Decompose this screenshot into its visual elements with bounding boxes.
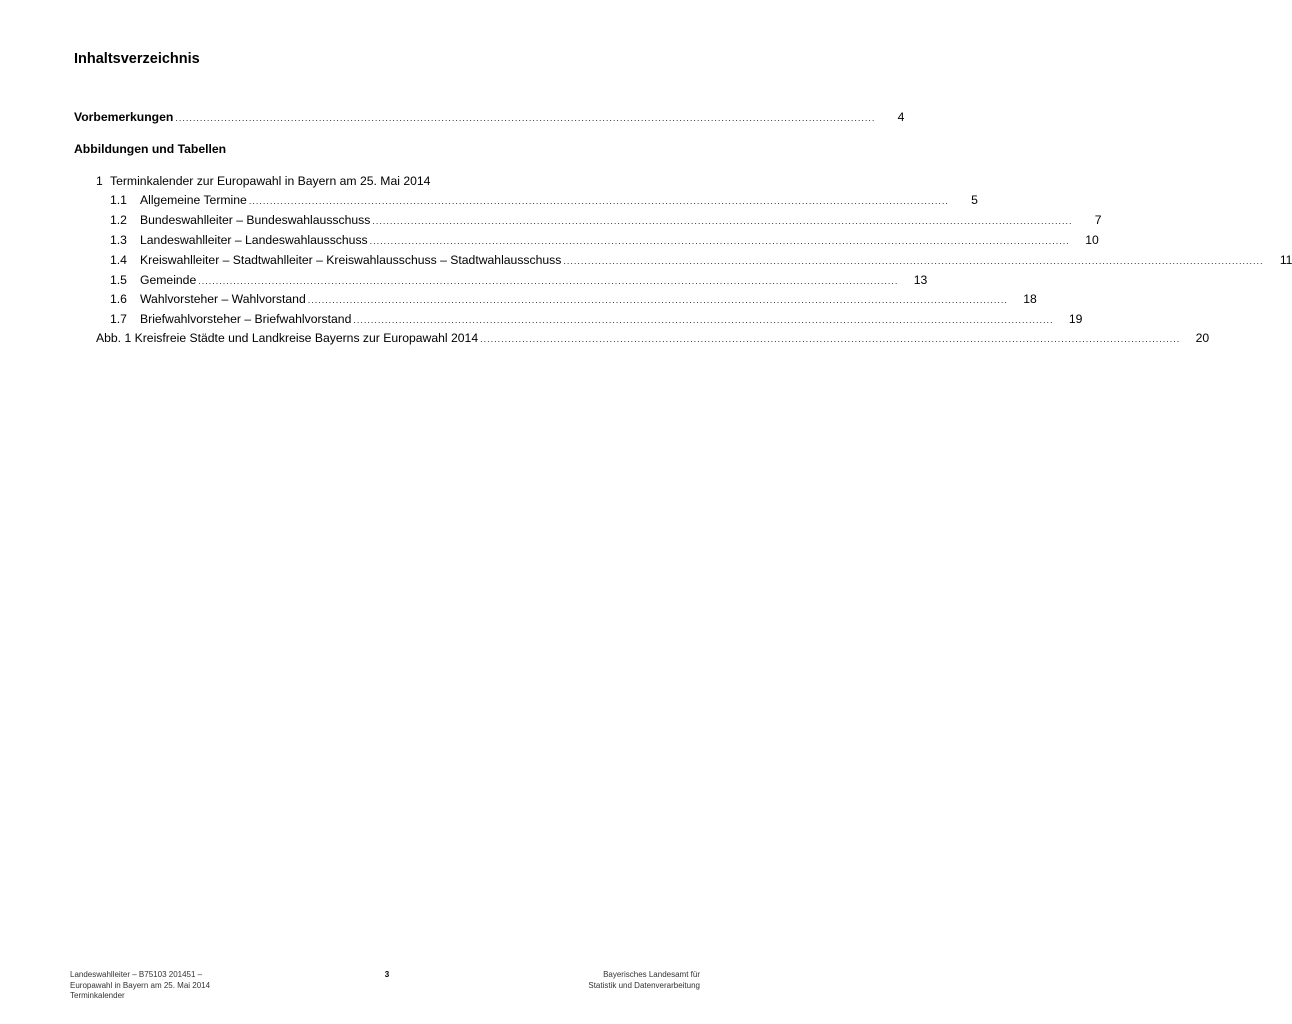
- item-number: 1.4: [110, 253, 127, 267]
- toc-leader-dots: ........................................................................................................................................................................................................: [175, 113, 876, 123]
- item-label: Kreiswahlleiter – Stadtwahlleiter – Kreiswahlausschuss – Stadtwahlausschuss: [140, 253, 562, 267]
- item-page: 5: [971, 193, 978, 207]
- toc-entry-label: Vorbemerkungen: [74, 110, 174, 124]
- item-number: 1.3: [110, 233, 127, 247]
- footer-left-line: Terminkalender: [70, 991, 125, 1000]
- item-page: 7: [1094, 213, 1102, 227]
- toc-item[interactable]: [110, 310, 1083, 328]
- section-heading-label: Abbildungen und Tabellen: [74, 142, 227, 156]
- toc-leader-dots: ........................................................................................................................................................................................................: [198, 276, 899, 286]
- footer-right-line: Bayerisches Landesamt für: [603, 970, 700, 979]
- item-page: 11: [1279, 253, 1292, 267]
- item-number: 1.7: [110, 312, 127, 326]
- footer-right: [540, 970, 700, 991]
- item-page: 10: [1085, 233, 1099, 247]
- item-label: Allgemeine Termine: [140, 193, 247, 207]
- toc-figure-entry[interactable]: [96, 329, 1210, 347]
- toc-item[interactable]: [110, 290, 1037, 308]
- chapter-number: 1: [96, 174, 103, 188]
- item-label: Bundeswahlleiter – Bundeswahlausschuss: [140, 213, 371, 227]
- toc-chapter-1[interactable]: [96, 172, 698, 190]
- item-page: 13: [913, 273, 928, 287]
- toc-item[interactable]: [110, 211, 1102, 229]
- toc-leader-dots: ........................................................................................................................................................................................................: [480, 334, 1181, 344]
- item-page: 18: [1023, 292, 1037, 306]
- toc-leader-dots: ........................................................................................................................................................................................................: [563, 256, 1264, 266]
- toc-leader-dots: ........................................................................................................................................................................................................: [307, 295, 1008, 305]
- toc-entry-page: 4: [897, 110, 905, 124]
- footer-left-line: Europawahl in Bayern am 25. Mai 2014: [70, 980, 211, 990]
- page-title: Inhaltsverzeichnis: [74, 51, 200, 67]
- toc-section-heading: [74, 140, 698, 158]
- toc-item[interactable]: [110, 231, 1099, 249]
- item-page: 19: [1068, 312, 1083, 326]
- footer-left: [70, 970, 270, 1002]
- item-label: Wahlvorsteher – Wahlvorstand: [140, 292, 306, 306]
- item-number: 1.5: [110, 273, 127, 287]
- item-number: 1.6: [110, 292, 127, 306]
- toc-item[interactable]: [110, 271, 928, 289]
- item-number: 1.2: [110, 213, 127, 227]
- footer-left-line: Landeswahlleiter – B75103 201451 –: [70, 970, 203, 979]
- figure-label: Abb. 1 Kreisfreie Städte und Landkreise Bayerns zur Europawahl 2014: [96, 331, 479, 345]
- item-number: 1.1: [110, 193, 127, 207]
- figure-page: 20: [1195, 331, 1210, 345]
- toc-leader-dots: ........................................................................................................................................................................................................: [369, 236, 1070, 246]
- toc-leader-dots: ........................................................................................................................................................................................................: [353, 315, 1054, 325]
- page-number: 3: [384, 970, 390, 979]
- item-label: Gemeinde: [140, 273, 197, 287]
- toc-leader-dots: ........................................................................................................................................................................................................: [372, 216, 1073, 226]
- toc-entry-vorbemerkungen[interactable]: [74, 108, 905, 126]
- toc-leader-dots: ........................................................................................................................................................................................................: [248, 196, 949, 206]
- item-label: Landeswahlleiter – Landeswahlausschuss: [140, 233, 368, 247]
- footer-right-line: Statistik und Datenverarbeitung: [588, 980, 700, 990]
- item-label: Briefwahlvorsteher – Briefwahlvorstand: [140, 312, 352, 326]
- chapter-label: Terminkalender zur Europawahl in Bayern am 25. Mai 2014: [110, 174, 431, 188]
- toc-item[interactable]: [110, 191, 978, 209]
- toc-item[interactable]: [110, 251, 1292, 269]
